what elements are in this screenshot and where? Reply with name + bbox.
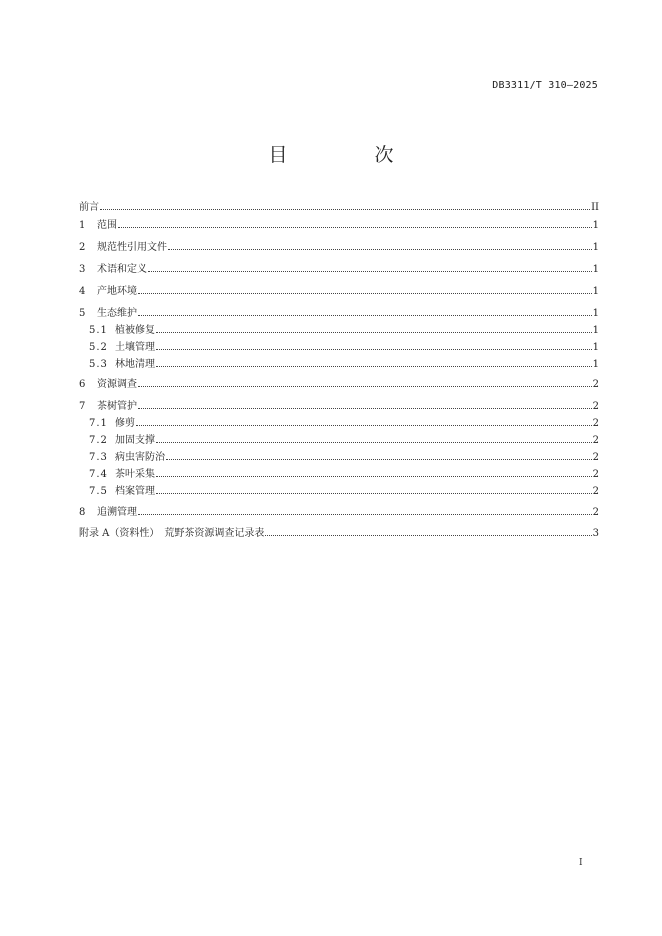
- toc-entry[interactable]: [79, 307, 599, 321]
- toc-subentry[interactable]: [79, 468, 599, 482]
- toc-entry-page: 1: [592, 308, 599, 319]
- toc-entry-number: 1: [79, 220, 86, 231]
- toc-entry-number: 7.4: [89, 469, 108, 480]
- toc-entry-number: 5: [79, 308, 86, 319]
- dot-leader: [148, 271, 592, 272]
- toc-entry-label: 加固支撑: [115, 435, 155, 446]
- dot-leader: [138, 514, 592, 515]
- toc-entry-number: 7.1: [89, 418, 108, 429]
- toc-entry-page: 1: [592, 264, 599, 275]
- toc-entry[interactable]: [79, 285, 599, 299]
- toc-entry[interactable]: [79, 506, 599, 520]
- dot-leader: [118, 227, 592, 228]
- toc-entry-page: 1: [592, 359, 599, 370]
- toc-subentry[interactable]: [79, 341, 599, 355]
- toc-entry-page: 2: [592, 507, 599, 518]
- toc-entry-page: 1: [592, 342, 599, 353]
- dot-leader: [156, 442, 592, 443]
- toc-entry-page: 3: [592, 528, 599, 539]
- toc-entry-page: 1: [592, 242, 599, 253]
- toc-entry-page: 1: [592, 325, 599, 336]
- toc-entry-page: 1: [592, 286, 599, 297]
- toc-entry-number: 7.2: [89, 435, 108, 446]
- toc-entry-number: 3: [79, 264, 86, 275]
- toc-entry-label: 茶叶采集: [115, 469, 155, 480]
- toc-entry-number: 6: [79, 379, 86, 390]
- toc-subentry[interactable]: [79, 434, 599, 448]
- toc-entry-number: 8: [79, 507, 86, 518]
- dot-leader: [156, 476, 592, 477]
- dot-leader: [156, 493, 592, 494]
- toc-entry-page: 2: [592, 469, 599, 480]
- toc-entry-label: 修剪: [115, 418, 135, 429]
- toc-entry-label: 土壤管理: [115, 342, 155, 353]
- toc-entry-label: 术语和定义: [97, 264, 147, 275]
- dot-leader: [138, 386, 592, 387]
- document-code: DB3311/T 310—2025: [492, 80, 598, 91]
- toc-subentry[interactable]: [79, 485, 599, 499]
- dot-leader: [168, 249, 592, 250]
- table-of-contents: [79, 201, 599, 541]
- toc-entry-label: 植被修复: [115, 325, 155, 336]
- dot-leader: [138, 315, 592, 316]
- toc-entry-number: 5.1: [89, 325, 108, 336]
- toc-entry-page: 2: [592, 401, 599, 412]
- dot-leader: [136, 425, 592, 426]
- toc-entry-number: 7.3: [89, 452, 108, 463]
- toc-entry[interactable]: [79, 263, 599, 277]
- toc-entry-label: 附录 A（资料性） 荒野茶资源调查记录表: [79, 528, 265, 539]
- toc-entry-page: 2: [592, 486, 599, 497]
- toc-entry-label: 病虫害防治: [115, 452, 165, 463]
- dot-leader: [156, 349, 592, 350]
- toc-entry-label: 资源调查: [97, 379, 137, 390]
- toc-entry-page: 2: [592, 379, 599, 390]
- dot-leader: [156, 332, 592, 333]
- toc-entry[interactable]: [79, 241, 599, 255]
- toc-entry-label: 茶树管护: [97, 401, 137, 412]
- toc-entry-page: II: [591, 202, 599, 213]
- toc-entry-label: 生态维护: [97, 308, 137, 319]
- toc-entry-page: 2: [592, 418, 599, 429]
- toc-entry-number: 2: [79, 242, 86, 253]
- toc-entry-label: 追溯管理: [97, 507, 137, 518]
- toc-entry-appendix[interactable]: [79, 527, 599, 541]
- toc-subentry[interactable]: [79, 324, 599, 338]
- dot-leader: [265, 535, 591, 536]
- page-title: 目 次: [268, 144, 428, 166]
- toc-entry[interactable]: [79, 201, 599, 215]
- toc-subentry[interactable]: [79, 358, 599, 372]
- dot-leader: [100, 209, 590, 210]
- toc-subentry[interactable]: [79, 417, 599, 431]
- dot-leader: [156, 366, 592, 367]
- toc-entry-label: 规范性引用文件: [97, 242, 167, 253]
- toc-entry-number: 5.3: [89, 359, 108, 370]
- toc-entry-number: 7.5: [89, 486, 108, 497]
- toc-entry-number: 7: [79, 401, 86, 412]
- toc-entry-label: 范围: [97, 220, 117, 231]
- toc-subentry[interactable]: [79, 451, 599, 465]
- dot-leader: [166, 459, 592, 460]
- toc-entry-label: 前言: [79, 202, 99, 213]
- page-number: I: [579, 858, 583, 868]
- toc-entry-page: 1: [592, 220, 599, 231]
- dot-leader: [138, 293, 592, 294]
- toc-entry-number: 4: [79, 286, 86, 297]
- toc-entry[interactable]: [79, 219, 599, 233]
- toc-entry-number: 5.2: [89, 342, 108, 353]
- toc-entry[interactable]: [79, 400, 599, 414]
- toc-entry-page: 2: [592, 435, 599, 446]
- toc-entry-label: 林地清理: [115, 359, 155, 370]
- dot-leader: [138, 408, 592, 409]
- toc-entry-label: 产地环境: [97, 286, 137, 297]
- toc-entry-label: 档案管理: [115, 486, 155, 497]
- toc-entry-page: 2: [592, 452, 599, 463]
- toc-entry[interactable]: [79, 378, 599, 392]
